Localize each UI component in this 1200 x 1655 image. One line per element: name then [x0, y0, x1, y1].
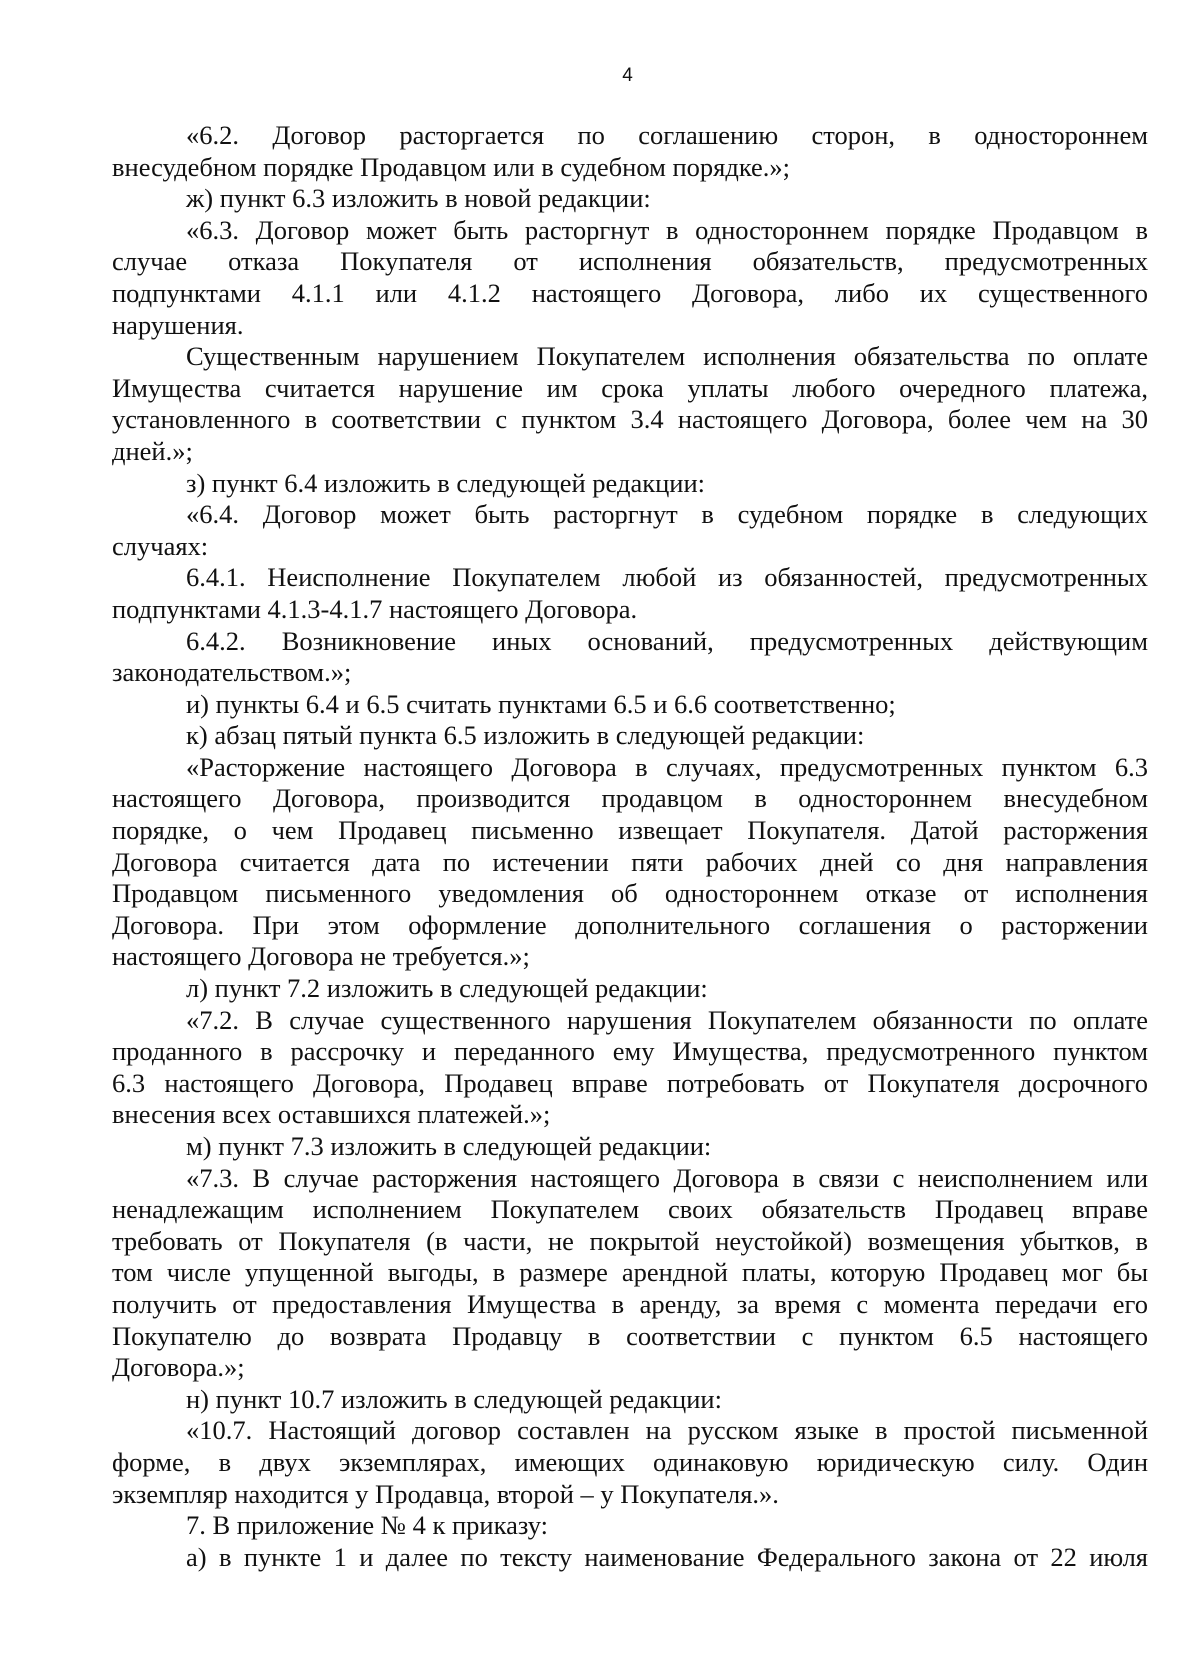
text-line: а) в пункте 1 и далее по тексту наименование Федерального закона от 22 июля	[186, 1541, 1148, 1572]
text-line: Договора.»;	[112, 1352, 245, 1383]
text-line: установленного в соответствии с пунктом 3.4 настоящего Договора, более чем на 30	[112, 404, 1148, 435]
text-line: экземпляр находится у Продавца, второй – у Покупателя.».	[112, 1478, 779, 1509]
document-body	[112, 120, 1148, 1573]
text-line: настоящего Договора не требуется.»;	[112, 941, 530, 972]
text-line: форме, в двух экземплярах, имеющих одинаковую юридическую силу. Один	[112, 1446, 1148, 1477]
text-line: Договора. При этом оформление дополнительного соглашения о расторжении	[112, 909, 1148, 940]
text-line: 6.3 настоящего Договора, Продавец вправе потребовать от Покупателя досрочного	[112, 1067, 1148, 1098]
page-number: 4	[622, 65, 633, 86]
text-line: дней.»;	[112, 435, 193, 466]
text-line: порядке, о чем Продавец письменно извещает Покупателя. Датой расторжения	[112, 815, 1148, 846]
text-line: внесудебном порядке Продавцом или в судебном порядке.»;	[112, 151, 791, 182]
text-line: случаях:	[112, 530, 209, 561]
text-line: Существенным нарушением Покупателем исполнения обязательства по оплате	[186, 341, 1148, 372]
text-line: ненадлежащим исполнением Покупателем своих обязательств Продавец вправе	[112, 1194, 1148, 1225]
text-line: проданного в рассрочку и переданного ему Имущества, предусмотренного пунктом	[112, 1036, 1148, 1067]
text-line: «6.4. Договор может быть расторгнут в судебном порядке в следующих	[186, 499, 1148, 530]
text-line: том числе упущенной выгоды, в размере арендной платы, которую Продавец мог бы	[112, 1257, 1148, 1288]
text-line: «7.2. В случае существенного нарушения Покупателем обязанности по оплате	[186, 1004, 1148, 1035]
text-line: ж) пункт 6.3 изложить в новой редакции:	[186, 183, 651, 214]
text-line: Продавцом письменного уведомления об одностороннем отказе от исполнения	[112, 878, 1148, 909]
text-line: «10.7. Настоящий договор составлен на русском языке в простой письменной	[186, 1415, 1148, 1446]
text-line: требовать от Покупателя (в части, не покрытой неустойкой) возмещения убытков, в	[112, 1225, 1148, 1256]
text-line: Покупателю до возврата Продавцу в соответствии с пунктом 6.5 настоящего	[112, 1320, 1148, 1351]
text-line: «6.2. Договор расторгается по соглашению сторон, в одностороннем	[186, 120, 1148, 150]
text-line: «7.3. В случае расторжения настоящего Договора в связи с неисполнением или	[186, 1162, 1148, 1193]
text-line: 7. В приложение № 4 к приказу:	[186, 1510, 549, 1541]
text-line: законодательством.»;	[112, 657, 352, 688]
text-line: з) пункт 6.4 изложить в следующей редакции:	[186, 467, 705, 498]
text-line: настоящего Договора, производится продавцом в одностороннем внесудебном	[112, 783, 1148, 814]
text-line: л) пункт 7.2 изложить в следующей редакции:	[186, 973, 708, 1004]
text-line: «Расторжение настоящего Договора в случаях, предусмотренных пунктом 6.3	[186, 751, 1148, 782]
text-line: м) пункт 7.3 изложить в следующей редакции:	[186, 1131, 712, 1161]
text-line: и) пункты 6.4 и 6.5 считать пунктами 6.5 и 6.6 соответственно;	[186, 688, 896, 719]
text-line: получить от предоставления Имущества в аренду, за время с момента передачи его	[112, 1288, 1148, 1319]
text-line: нарушения.	[112, 309, 244, 340]
text-line: Имущества считается нарушение им срока уплаты любого очередного платежа,	[112, 372, 1148, 403]
text-line: подпунктами 4.1.3-4.1.7 настоящего Договора.	[112, 593, 638, 624]
text-line: подпунктами 4.1.1 или 4.1.2 настоящего Договора, либо их существенного	[112, 277, 1148, 308]
text-line: 6.4.2. Возникновение иных оснований, предусмотренных действующим	[186, 625, 1148, 656]
text-line: н) пункт 10.7 изложить в следующей редакции:	[186, 1383, 722, 1414]
text-line: внесения всех оставшихся платежей.»;	[112, 1099, 551, 1130]
text-line: к) абзац пятый пункта 6.5 изложить в следующей редакции:	[186, 720, 865, 751]
text-line: «6.3. Договор может быть расторгнут в одностороннем порядке Продавцом в	[186, 214, 1148, 245]
text-line: случае отказа Покупателя от исполнения обязательств, предусмотренных	[112, 246, 1148, 277]
text-line: 6.4.1. Неисполнение Покупателем любой из обязанностей, предусмотренных	[186, 562, 1148, 593]
text-line: Договора считается дата по истечении пяти рабочих дней со дня направления	[112, 846, 1148, 877]
